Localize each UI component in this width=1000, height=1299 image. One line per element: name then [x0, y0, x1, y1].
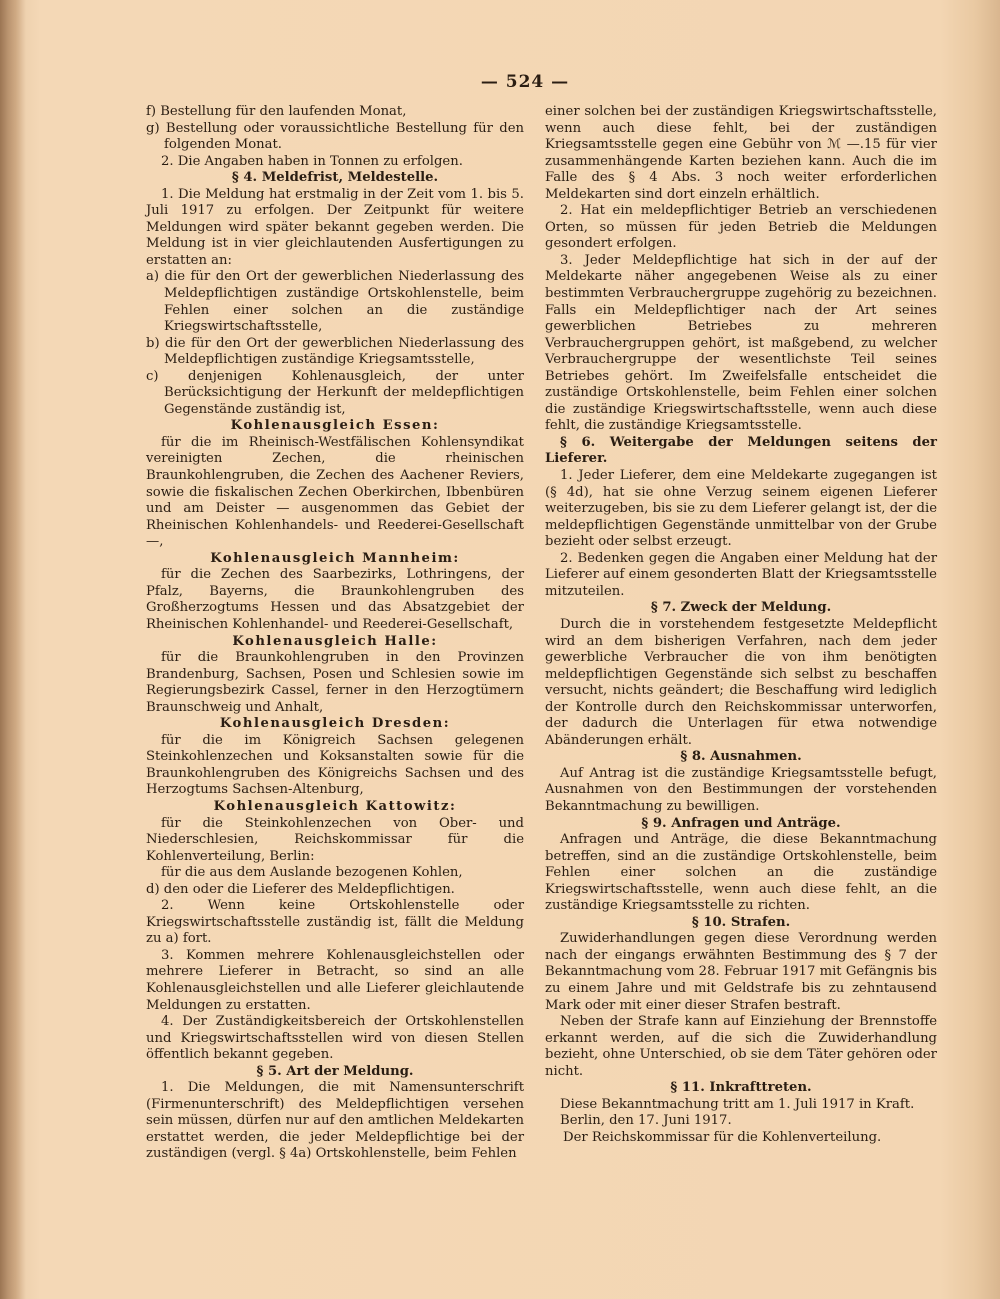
paragraph: 1. Jeder Lieferer, dem eine Meldekarte zugegangen ist (§ 4d), hat sie ohne Verzug seinem eigenen Lieferer weiterzugeben, bis sie zu dem Lieferer gelangt ist, der die meldepflichtigen Gegenstände unmittelbar von der Grube bezieht oder selbst erzeugt. — [545, 468, 937, 550]
section-heading: § 4. Meldefrist, Meldestelle. — [231, 170, 439, 186]
subsection-heading: Kohlenausgleich Dresden: — [219, 716, 451, 732]
paragraph: 4. Der Zuständigkeitsbereich der Ortskohlenstellen und Kriegswirtschaftsstellen wird von diesen Stellen öffentlich bekannt gegeben. — [146, 1014, 524, 1063]
list-item: a) die für den Ort der gewerblichen Niederlassung des Meldepflichtigen zuständige Ortskohlenstelle, beim Fehlen einer solchen an die zuständige Kriegswirtschaftsstelle, — [146, 269, 524, 335]
paragraph: 1. Die Meldungen, die mit Namensunterschrift (Firmenunterschrift) des Meldepflichtigen versehen sein müssen, dürfen nur auf den amtlichen Meldekarten erstattet werden, die jeder Meldepflichtige bei der zuständigen (vergl. § 4a) Ortskohlenstelle, beim Fehlen — [146, 1080, 524, 1162]
paragraph: 1. Die Meldung hat erstmalig in der Zeit vom 1. bis 5. Juli 1917 zu erfolgen. Der Zeitpunkt für weitere Meldungen wird später bekannt gegeben werden. Die Meldung ist in vier gleichlautenden Ausfertigungen zu erstatten an: — [146, 186, 524, 268]
paragraph: für die Zechen des Saarbezirks, Lothringens, der Pfalz, Bayerns, die Braunkohlengruben des Großherzogtums Hessen und das Absatzgebiet der Rheinischen Kohlenhandel- und Reederei-Gesellschaft, — [146, 567, 524, 632]
left-column — [146, 104, 524, 1163]
paragraph: Durch die in vorstehendem festgesetzte Meldepflicht wird an dem bisherigen Verfahren, nach dem jeder gewerbliche Verbraucher die von ihm benötigten meldepflichtigen Gegenstände sich selbst zu beschaffen versucht, nichts geändert; die Beschaffung wird lediglich der Kontrolle durch den Reichskommissar unterworfen, der dadurch die Unterlagen für etwa notwendige Abänderungen erhält. — [545, 616, 937, 748]
subsection-heading: Kohlenausgleich Kattowitz: — [213, 798, 457, 814]
list-item: c) denjenigen Kohlenausgleich, der unter Berücksichtigung der Herkunft der meldepflichtigen Gegenstände zuständig ist, — [146, 368, 524, 417]
section-heading: § 5. Art der Meldung. — [256, 1063, 414, 1079]
section-heading: § 10. Strafen. — [691, 914, 791, 930]
list-item: g) Bestellung oder voraussichtliche Bestellung für den folgenden Monat. — [146, 120, 524, 153]
paragraph: 3. Kommen mehrere Kohlenausgleichstellen oder mehrere Lieferer in Betracht, so sind an alle Kohlenausgleichstellen und alle Lieferer gleichlautende Meldungen zu erstatten. — [146, 947, 524, 1013]
paragraph: Neben der Strafe kann auf Einziehung der Brennstoffe erkannt werden, auf die sich die Zuwiderhandlung bezieht, ohne Unterschied, ob sie dem Täter gehören oder nicht. — [545, 1014, 937, 1079]
paragraph: für die Steinkohlenzechen von Ober- und Niederschlesien, Reichskommissar für die Kohlenverteilung, Berlin: — [146, 815, 524, 864]
paragraph: Zuwiderhandlungen gegen diese Verordnung werden nach der eingangs erwähnten Bestimmung des § 7 der Bekanntmachung vom 28. Februar 1917 mit Gefängnis bis zu einem Jahre und mit Geldstrafe bis zu zehntausend Mark oder mit einer dieser Strafen bestraft. — [545, 931, 937, 1013]
paragraph: Anfragen und Anträge, die diese Bekanntmachung betreffen, sind an die zuständige Ortskohlenstelle, beim Fehlen einer solchen an die zuständige Kriegswirtschaftsstelle, wenn auch diese fehlt, an die zuständige Kriegsamtsstelle zu richten. — [545, 832, 937, 914]
section-heading: § 7. Zweck der Meldung. — [650, 600, 832, 616]
subsection-heading: Kohlenausgleich Mannheim: — [210, 550, 460, 566]
paragraph: für die im Königreich Sachsen gelegenen Steinkohlenzechen und Koksanstalten sowie für die Braunkohlengruben des Königreichs Sachsen und des Herzogtums Sachsen-Altenburg, — [146, 732, 524, 798]
section-heading: § 11. Inkrafttreten. — [670, 1080, 812, 1096]
paragraph: 2. Wenn keine Ortskohlenstelle oder Kriegswirtschaftsstelle zuständig ist, fällt die Meldung zu a) fort. — [146, 898, 524, 947]
paragraph: Auf Antrag ist die zuständige Kriegsamtsstelle befugt, Ausnahmen von den Bestimmungen der vorstehenden Bekanntmachung zu bewilligen. — [545, 765, 937, 814]
signature-line: Der Reichskommissar für die Kohlenverteilung. — [563, 1129, 882, 1145]
paragraph: 2. Hat ein meldepflichtiger Betrieb an verschiedenen Orten, so müssen für jeden Betrieb die Meldungen gesondert erfolgen. — [545, 203, 937, 252]
subsection-heading: Kohlenausgleich Halle: — [232, 633, 438, 649]
section-heading: § 6. Weitergabe der Meldungen seitens der Lieferer. — [545, 434, 937, 467]
paragraph: für die im Rheinisch-Westfälischen Kohlensyndikat vereinigten Zechen, die rheinischen Braunkohlengruben, die Zechen des Aachener Reviers, sowie die fiskalischen Zechen Oberkirchen, Ibbenbüren und am Deister — ausgenommen das Gebiet der Rheinischen Kohlenhandels- und Reederei-Gesellschaft —, — [146, 434, 524, 550]
paragraph: Berlin, den 17. Juni 1917. — [560, 1113, 732, 1129]
list-item: b) die für den Ort der gewerblichen Niederlassung des Meldepflichtigen zuständige Kriegsamtsstelle, — [146, 335, 524, 368]
section-heading: § 9. Anfragen und Anträge. — [641, 815, 841, 831]
section-heading: § 8. Ausnahmen. — [680, 749, 802, 765]
paragraph: einer solchen bei der zuständigen Kriegswirtschaftsstelle, wenn auch diese fehlt, bei der zuständigen Kriegsamtsstelle gegen eine Gebühr von ℳ —.15 für vier zusammenhängende Karten beziehen kann. Auch die im Falle des § 4 Abs. 3 noch weiter erforderlichen Meldekarten sind dort einzeln erhältlich. — [545, 104, 937, 202]
page-binding-shadow — [0, 0, 26, 1299]
page-number: — 524 — — [480, 72, 570, 92]
paragraph: 2. Die Angaben haben in Tonnen zu erfolgen. — [161, 153, 463, 169]
paragraph: 3. Jeder Meldepflichtige hat sich in der auf der Meldekarte näher angegebenen Weise als zu einer bestimmten Verbrauchergruppe zugehörig zu bezeichnen. Falls ein Meldepflichtiger nach der Art seines gewerblichen Betriebes zu mehreren Verbrauchergruppen gehört, ist maßgebend, zu welcher Verbrauchergruppe der wesentlichste Teil seines Betriebes gehört. Im Zweifelsfalle entscheidet die zuständige Ortskohlenstelle, beim Fehlen einer solchen die zuständige Kriegswirtschaftsstelle, wenn auch diese fehlt, die zuständige Kriegsamtsstelle. — [545, 252, 937, 434]
paragraph: für die aus dem Auslande bezogenen Kohlen, — [161, 865, 463, 881]
right-column — [545, 104, 937, 1146]
paragraph: Diese Bekanntmachung tritt am 1. Juli 1917 in Kraft. — [560, 1096, 915, 1112]
list-item: f) Bestellung für den laufenden Monat, — [146, 104, 407, 119]
paragraph: 2. Bedenken gegen die Angaben einer Meldung hat der Lieferer auf einem gesonderten Blatt der Kriegsamtsstelle mitzuteilen. — [545, 550, 937, 599]
paragraph: für die Braunkohlengruben in den Provinzen Brandenburg, Sachsen, Posen und Schlesien sowie im Regierungsbezirk Cassel, ferner in den Herzogtümern Braunschweig und Anhalt, — [146, 650, 524, 715]
list-item: d) den oder die Lieferer des Meldepflichtigen. — [146, 881, 455, 897]
subsection-heading: Kohlenausgleich Essen: — [230, 418, 440, 434]
